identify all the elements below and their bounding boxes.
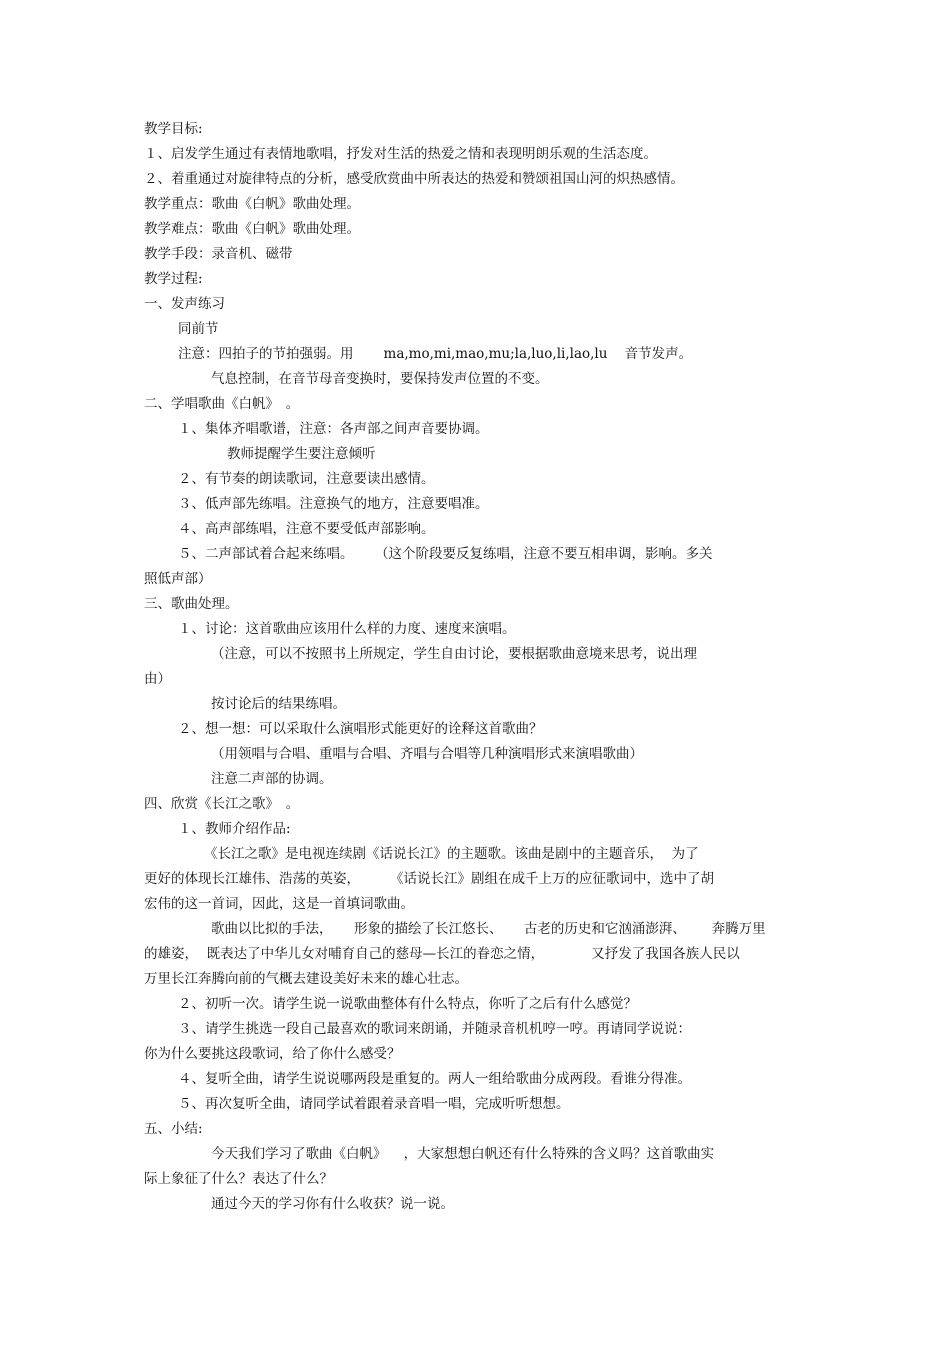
section-4-desc-3: 万里长江奔腾向前的气概去建设美好未来的雄心壮志。 [144,971,468,987]
key-point: 教学重点：歌曲《白帆》歌曲处理。 [144,196,360,212]
section-2-item-1-sub: 教师提醒学生要注意倾听 [227,446,376,462]
section-4-desc-2: 的雄姿， 既表达了中华儿女对哺育自己的慈母—长江的眷恋之情， 又抒发了我国各族人民以 [144,946,740,962]
teaching-tools: 教学手段：录音机、磁带 [144,246,293,262]
section-3-item-2: ２、想一想：可以采取什么演唱形式能更好的诠释这首歌曲？ [178,721,543,737]
process-heading: 教学过程: [144,271,203,287]
goals-heading: 教学目标: [144,121,203,137]
section-5-title: 五、小结: [144,1121,203,1137]
section-2-item-2: ２、有节奏的朗读歌词，注意要读出感情。 [178,471,435,487]
section-3-item-1-note-cont: 由） [144,671,171,687]
section-2-title: 二、学唱歌曲《白帆》 。 [144,396,300,412]
section-1-breath: 气息控制，在音节母音变换时，要保持发声位置的不变。 [211,371,549,387]
section-3-item-2-harmony: 注意二声部的协调。 [211,771,333,787]
section-4-intro-1: 《长江之歌》是电视连续剧《话说长江》的主题歌。该曲是剧中的主题音乐， 为了 [204,846,699,862]
section-5-summary-3: 通过今天的学习你有什么收获？说一说。 [211,1196,454,1212]
section-4-item-5: ５、再次复听全曲，请同学试着跟着录音唱一唱，完成听听想想。 [178,1096,570,1112]
section-2-item-4: ４、高声部练唱，注意不要受低声部影响。 [178,521,435,537]
section-4-title: 四、欣赏《长江之歌》 。 [144,796,300,812]
section-2-item-5: ５、二声部试着合起来练唱。 （这个阶段要反复练唱，注意不要互相串调，影响。多关 [178,546,713,562]
section-3-item-2-note: （用领唱与合唱、重唱与合唱、齐唱与合唱等几种演唱形式来演唱歌曲） [211,746,643,762]
section-5-summary-2: 际上象征了什么？表达了什么？ [144,1171,333,1187]
difficulty: 教学难点：歌曲《白帆》歌曲处理。 [144,221,360,237]
section-3-title: 三、歌曲处理。 [144,596,239,612]
section-4-item-2: ２、初听一次。请学生说一说歌曲整体有什么特点，你听了之后有什么感觉？ [178,996,637,1012]
section-1-same: 同前节 [178,321,219,337]
section-1-note: 注意：四拍子的节拍强弱。用 ma,mo,mi,mao,mu;la,luo,li,lao,lu 音节发声。 [178,346,693,362]
goal-1: １、启发学生通过有表情地歌唱，抒发对生活的热爱之情和表现明朗乐观的生活态度。 [144,146,657,162]
section-4-intro-2: 更好的体现长江雄伟、浩荡的英姿， 《话说长江》剧组在成千上万的应征歌词中，选中了胡 [144,871,715,887]
section-3-item-1: １、讨论：这首歌曲应该用什么样的力度、速度来演唱。 [178,621,516,637]
section-1-title: 一、发声练习 [144,296,225,312]
section-3-item-1-practice: 按讨论后的结果练唱。 [211,696,346,712]
goal-2: ２、着重通过对旋律特点的分析，感受欣赏曲中所表达的热爱和赞颂祖国山河的炽热感情。 [144,171,684,187]
section-4-intro-3: 宏伟的这一首词，因此，这是一首填词歌曲。 [144,896,414,912]
section-3-item-1-note: （注意，可以不按照书上所规定，学生自由讨论，要根据歌曲意境来思考，说出理 [211,646,697,662]
section-4-item-3-cont: 你为什么要挑这段歌词，给了你什么感受？ [144,1046,401,1062]
section-2-item-5-cont: 照低声部） [144,571,212,587]
section-4-item-1: １、教师介绍作品: [178,821,291,837]
section-2-item-1: １、集体齐唱歌谱，注意：各声部之间声音要协调。 [178,421,489,437]
section-4-item-4: ４、复听全曲，请学生说说哪两段是重复的。两人一组给歌曲分成两段。看谁分得准。 [178,1071,691,1087]
section-2-item-3: ３、低声部先练唱。注意换气的地方，注意要唱准。 [178,496,489,512]
section-4-desc-1: 歌曲以比拟的手法， 形象的描绘了长江悠长、 古老的历史和它汹涌澎湃、 奔腾万里 [211,921,766,937]
section-4-item-3: ３、请学生挑选一段自己最喜欢的歌词来朗诵，并随录音机机哼一哼。再请同学说说： [178,1021,691,1037]
section-5-summary-1: 今天我们学习了歌曲《白帆》 ，大家想想白帆还有什么特殊的含义吗？这首歌曲实 [211,1146,715,1162]
